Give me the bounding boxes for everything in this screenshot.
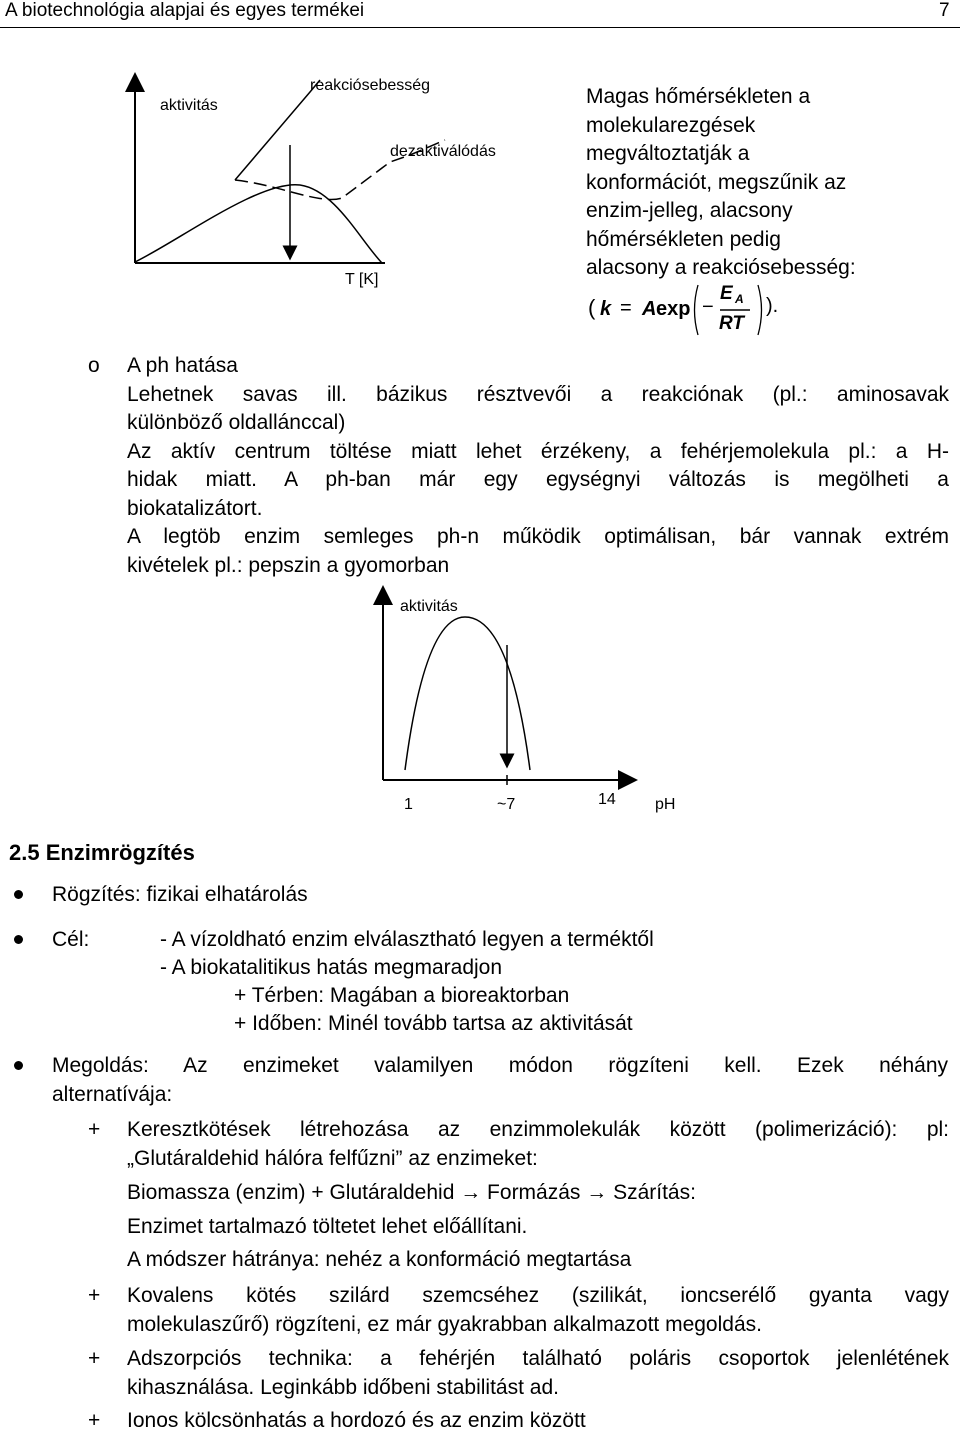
cel-line-2: - A biokatalitikus hatás megmaradjon xyxy=(160,956,503,979)
text-line: molekularezgések xyxy=(586,113,756,137)
temp-y-label: aktivitás xyxy=(160,97,218,114)
bullet-dot xyxy=(14,935,23,944)
method-ionic: Ionos kölcsönhatás a hordozó és az enzim között xyxy=(127,1409,586,1432)
text-line: „Glutáraldehid hálóra felfűzni” az enzimeket: xyxy=(127,1146,538,1170)
arrhenius-formula xyxy=(586,280,786,340)
activity-curve xyxy=(135,185,382,263)
bullet-dot xyxy=(14,1061,23,1070)
rate-label: reakciósebesség xyxy=(310,77,431,94)
method-marker: + xyxy=(88,1409,101,1432)
text-line: Adszorpciós technika: a fehérjén található poláris csoportok jelenlétének xyxy=(127,1347,949,1370)
cel-line-3: + Térben: Magában a bioreaktorban xyxy=(234,984,570,1007)
header-rule xyxy=(0,27,960,28)
text-line: konformációt, megszűnik az xyxy=(586,170,847,194)
ph-tick-label-14: 14 xyxy=(598,791,616,808)
text-line: kivételek pl.: pepszin a gyomorban xyxy=(127,553,450,577)
ph-tick-label-7: ~7 xyxy=(497,796,516,813)
text-line: Biomassza (enzim) + Glutáraldehid → Formázás → Szárítás: xyxy=(127,1181,696,1204)
formula-k: k xyxy=(600,298,612,320)
method-marker: + xyxy=(88,1118,101,1141)
method-marker: + xyxy=(88,1284,101,1307)
formula-paren: ( xyxy=(588,295,596,320)
formula-A: A xyxy=(642,298,657,320)
text-line: enzim-jelleg, alacsony xyxy=(586,199,793,222)
formula-exp: exp xyxy=(656,298,691,320)
text-line: Keresztkötések létrehozása az enzimmolekulák között (polimerizáció): pl: xyxy=(127,1118,949,1141)
text-line: biokatalizátort. xyxy=(127,496,263,520)
text-line: hidak miatt. A ph-ban már egy egységnyi változás is megölheti a xyxy=(127,468,949,491)
temperature-paragraph xyxy=(586,83,856,283)
text-line: alternatívája: xyxy=(52,1082,173,1106)
method-crosslinking xyxy=(127,1116,949,1275)
rate-line xyxy=(235,80,320,180)
text-line: Enzimet tartalmazó töltetet lehet előállítani. xyxy=(127,1214,528,1238)
text-line: A legtöb enzim semleges ph-n működik optimálisan, bár vannak extrém xyxy=(127,525,949,548)
ph-x-label: pH xyxy=(655,796,676,813)
running-header-title: A biotechnológia alapjai és egyes termékei xyxy=(5,0,365,21)
text-line: kihasználása. Leginkább időbeni stabilitást ad. xyxy=(127,1375,559,1399)
cel-line-4: + Időben: Minél tovább tartsa az aktivitását xyxy=(234,1012,633,1035)
formula-E: E xyxy=(720,283,733,304)
page-number: 7 xyxy=(939,0,950,21)
formula-RT: RT xyxy=(719,313,744,334)
ph-y-label: aktivitás xyxy=(400,598,458,615)
cel-line-1: - A vízoldható enzim elválasztható legyen a terméktől xyxy=(160,928,654,951)
text-line: Kovalens kötés szilárd szemcséhez (szilikát, ioncserélő gyanta vagy xyxy=(127,1284,949,1307)
text-line: különböző oldallánccal) xyxy=(127,411,346,434)
deactivation-label: dezaktiválódás xyxy=(390,143,496,160)
method-adsorption xyxy=(127,1345,949,1402)
method-marker: + xyxy=(88,1347,101,1370)
ph-activity-chart xyxy=(370,585,700,795)
bullet-dot xyxy=(14,890,23,899)
section-title: 2.5 Enzimrögzítés xyxy=(9,840,195,865)
bullet-megoldas xyxy=(52,1052,948,1109)
text-line: Magas hőmérsékleten a xyxy=(586,85,811,108)
method-covalent xyxy=(127,1282,949,1339)
text-line: megváltoztatják a xyxy=(586,142,750,165)
formula-minus: − xyxy=(702,296,714,318)
text-line: Lehetnek savas ill. bázikus résztvevői a reakciónak (pl.: aminosavak xyxy=(127,382,949,406)
temp-x-label: T [K] xyxy=(345,271,379,288)
ph-curve xyxy=(405,617,530,770)
text-line: molekulaszűrő) rögzíteni, ez már gyakrabban alkalmazott megoldás. xyxy=(127,1312,762,1336)
text-line: Megoldás: Az enzimeket valamilyen módon rögzíteni kell. Ezek néhány xyxy=(52,1054,948,1077)
formula-close: ). xyxy=(766,295,779,317)
bullet-cel-label: Cél: xyxy=(52,928,90,951)
formula-E-sub: A xyxy=(735,292,744,306)
ph-paragraph xyxy=(127,381,949,581)
ph-tick-label-1: 1 xyxy=(404,796,413,813)
formula-eq: = xyxy=(620,297,632,319)
text-line: A módszer hátránya: nehéz a konformáció megtartása xyxy=(127,1248,632,1271)
ph-heading: A ph hatása xyxy=(127,354,238,377)
bullet-rogzites: Rögzítés: fizikai elhatárolás xyxy=(52,883,308,906)
text-line: alacsony a reakciósebesség: xyxy=(586,256,856,279)
text-line: Az aktív centrum töltése miatt lehet érzékeny, a fehérjemolekula pl.: a H- xyxy=(127,439,949,463)
ph-bullet: o xyxy=(88,354,100,377)
text-line: hőmérsékleten pedig xyxy=(586,227,781,251)
